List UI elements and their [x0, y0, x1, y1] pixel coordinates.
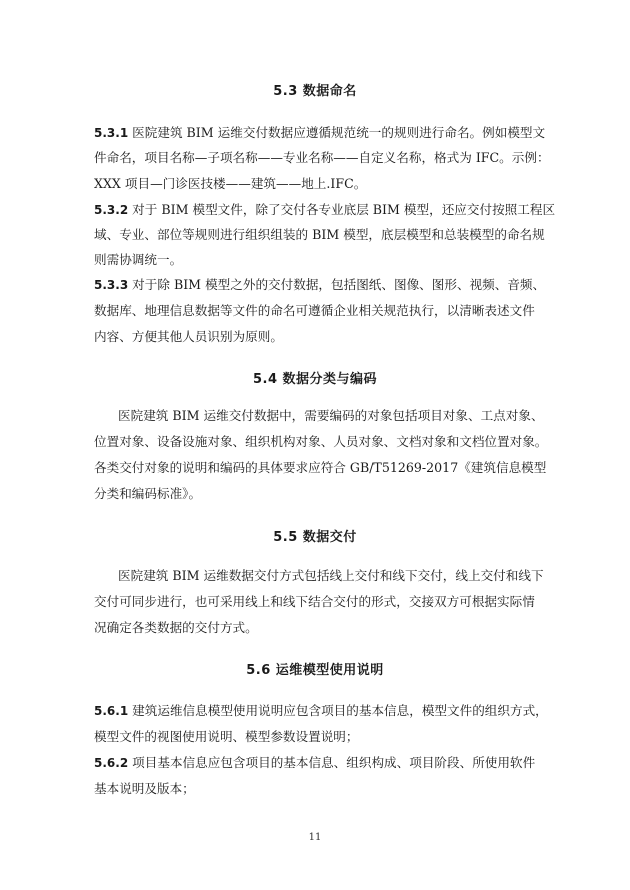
clause-5-6-1-line-2: 模型文件的视图使用说明、模型参数设置说明；	[94, 729, 359, 744]
clause-5-6-2-line-1	[94, 755, 535, 771]
section-5-5-line-2: 交付可同步进行，也可采用线上和线下结合交付的形式，交接双方可根据实际情	[94, 594, 535, 609]
clause-number: 5.3.2	[94, 203, 129, 217]
clause-number: 5.3.3	[94, 278, 129, 292]
section-5-4-line-3: 各类交付对象的说明和编码的具体要求应符合 GB/T51269-2017《建筑信息模型	[94, 460, 547, 475]
section-heading-5-6: 5.6 运维模型使用说明	[246, 663, 384, 678]
section-heading-5-5: 5.5 数据交付	[273, 530, 357, 545]
section-heading-5-3: 5.3 数据命名	[273, 84, 357, 99]
clause-text: 对于 BIM 模型文件，除了交付各专业底层 BIM 模型，还应交付按照工程区	[132, 202, 556, 217]
clause-number: 5.6.1	[94, 704, 129, 718]
clause-5-3-3-line-3: 内容、方便其他人员识别为原则。	[94, 329, 283, 344]
clause-number: 5.6.2	[94, 756, 129, 770]
clause-5-3-1-line-1	[94, 125, 545, 141]
clause-text: 建筑运维信息模型使用说明应包含项目的基本信息，模型文件的组织方式，	[132, 703, 548, 718]
section-5-4-line-1: 医院建筑 BIM 运维交付数据中，需要编码的对象包括项目对象、工点对象、	[118, 408, 544, 423]
clause-5-3-2-line-3: 则需协调统一。	[94, 252, 183, 267]
section-5-5-line-3: 况确定各类数据的交付方式。	[94, 620, 258, 635]
section-heading-5-4: 5.4 数据分类与编码	[252, 372, 378, 387]
section-5-4-line-4: 分类和编码标准》。	[94, 486, 202, 501]
clause-text: 医院建筑 BIM 运维交付数据应遵循规范统一的规则进行命名。例如模型文	[132, 125, 546, 140]
clause-5-3-2-line-2: 域、专业、部位等规则进行组织组装的 BIM 模型，底层模型和总装模型的命名规	[94, 227, 545, 242]
clause-5-3-2-line-1	[94, 202, 555, 218]
clause-5-3-1-line-2: 件命名，项目名称—子项名称——专业名称——自定义名称，格式为 IFC。示例：	[94, 150, 550, 165]
section-5-4-line-2: 位置对象、设备设施对象、组织机构对象、人员对象、文档对象和文档位置对象。	[94, 434, 548, 449]
clause-5-6-1-line-1	[94, 703, 548, 719]
clause-number: 5.3.1	[94, 126, 129, 140]
section-5-5-line-1: 医院建筑 BIM 运维数据交付方式包括线上交付和线下交付，线上交付和线下	[118, 568, 544, 583]
clause-5-3-3-line-2: 数据库、地理信息数据等文件的命名可遵循企业相关规范执行，以清晰表述文件	[94, 303, 535, 318]
clause-5-3-3-line-1	[94, 277, 545, 293]
clause-text: 项目基本信息应包含项目的基本信息、组织构成、项目阶段、所使用软件	[132, 755, 536, 770]
clause-5-3-1-line-3: XXX 项目—门诊医技楼——建筑——地上.IFC。	[94, 176, 367, 191]
page-number: 11	[308, 832, 322, 843]
clause-text: 对于除 BIM 模型之外的交付数据，包括图纸、图像、图形、视频、音频、	[132, 277, 546, 292]
clause-5-6-2-line-2: 基本说明及版本；	[94, 781, 195, 796]
